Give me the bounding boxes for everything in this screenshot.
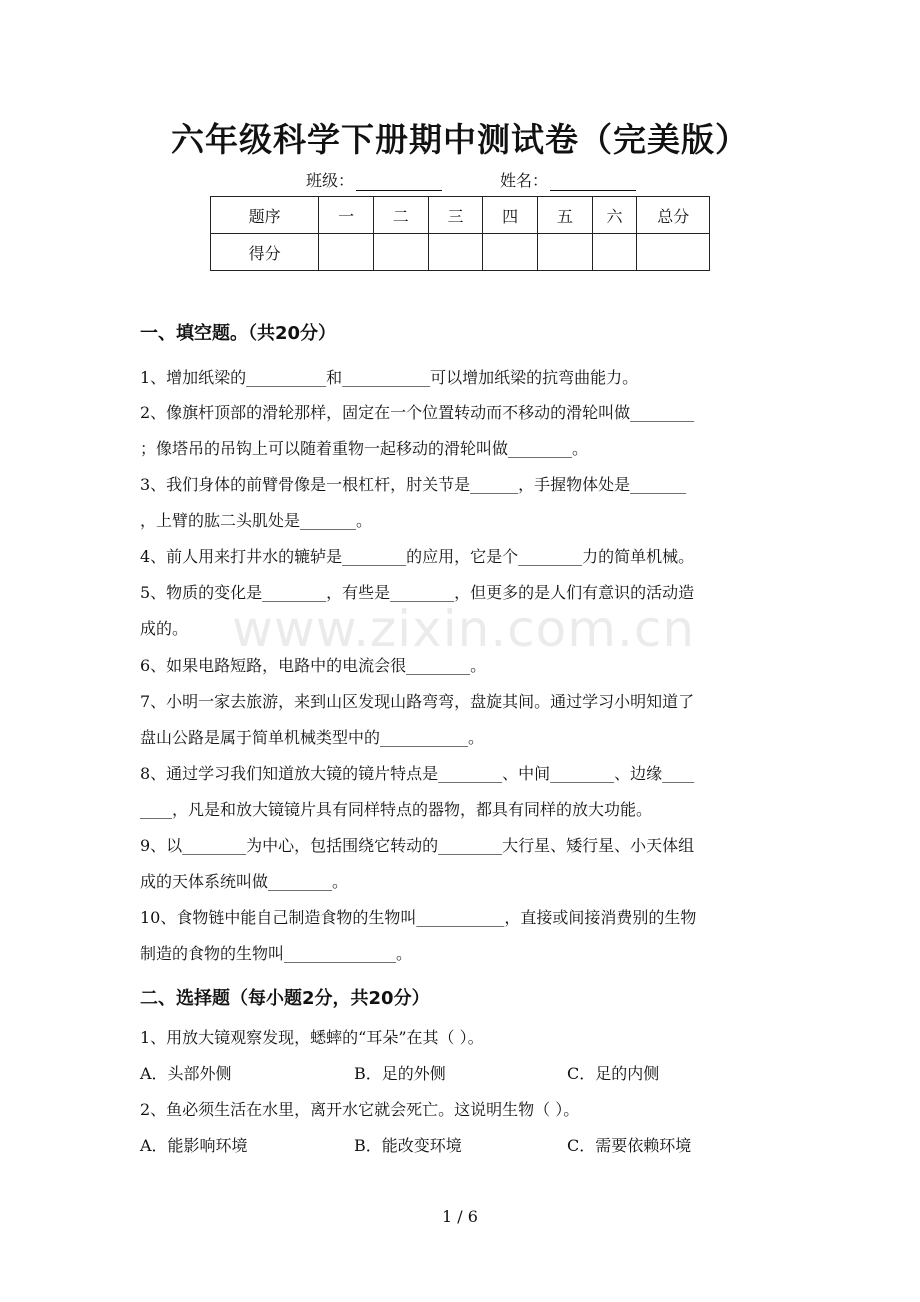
name-field: [500, 168, 636, 191]
question-line: 9、以________为中心，包括围绕它转动的________大行星、矮行星、小天体组: [140, 836, 695, 855]
option-b[interactable]: B．能改变环境: [354, 1136, 462, 1155]
question-line: ；像塔吊的吊钩上可以随着重物一起移动的滑轮叫做________。: [140, 439, 589, 458]
option-c[interactable]: C．需要依赖环境: [567, 1136, 692, 1155]
score-header-cell: 三: [428, 197, 483, 234]
question-line: 5、物质的变化是________，有些是________，但更多的是人们有意识的活动造: [140, 583, 695, 602]
question-line: 成的。: [140, 619, 189, 638]
question-line: 1、用放大镜观察发现，蟋蟀的“耳朵”在其（ ）。: [140, 1028, 484, 1047]
question-line: 1、增加纸梁的__________和___________可以增加纸梁的抗弯曲能力。: [140, 368, 639, 387]
name-blank: [550, 172, 636, 191]
score-cell[interactable]: [319, 234, 374, 271]
question-line: 10、食物链中能自己制造食物的生物叫___________，直接或间接消费别的生物: [140, 908, 697, 927]
score-header-cell: 一: [319, 197, 374, 234]
class-field: [306, 168, 442, 191]
score-table-score-row: [211, 234, 710, 271]
question-line: 8、通过学习我们知道放大镜的镜片特点是________、中间________、边缘____: [140, 764, 695, 783]
page-number: 1 / 6: [442, 1207, 478, 1226]
question-line: 2、像旗杆顶部的滑轮那样，固定在一个位置转动而不移动的滑轮叫做________: [140, 403, 695, 422]
class-blank: [356, 172, 442, 191]
option-c[interactable]: C．足的内侧: [567, 1064, 660, 1083]
question-line: 4、前人用来打井水的辘轳是________的应用，它是个________力的简单机械。: [140, 547, 695, 566]
question-line: 3、我们身体的前臂骨像是一根杠杆，肘关节是______，手握物体处是_______: [140, 475, 687, 494]
score-cell[interactable]: [373, 234, 428, 271]
question-line: 2、鱼必须生活在水里，离开水它就会死亡。这说明生物（ ）。: [140, 1100, 580, 1119]
option-a[interactable]: A．能影响环境: [140, 1136, 248, 1155]
score-header-cell: 五: [537, 197, 592, 234]
class-label: 班级：: [306, 171, 355, 190]
score-header-cell: 六: [592, 197, 637, 234]
question-line: 盘山公路是属于简单机械类型中的___________。: [140, 728, 485, 747]
score-header-cell: 题序: [211, 197, 319, 234]
option-a[interactable]: A．头部外侧: [140, 1064, 232, 1083]
score-cell[interactable]: [637, 234, 710, 271]
score-table-header-row: [211, 197, 710, 234]
score-cell[interactable]: [428, 234, 483, 271]
section-2-heading: 二、选择题（每小题2分，共20分）: [140, 988, 430, 1009]
score-header-cell: 四: [483, 197, 538, 234]
score-cell[interactable]: [483, 234, 538, 271]
question-line: ，上臂的肱二头肌处是_______。: [140, 511, 373, 530]
watermark: www.zixin.com.cn: [232, 600, 696, 658]
exam-title: 六年级科学下册期中测试卷（完美版）: [171, 120, 749, 159]
score-cell[interactable]: [537, 234, 592, 271]
option-b[interactable]: B．足的外侧: [354, 1064, 446, 1083]
question-line: 成的天体系统叫做________。: [140, 872, 349, 891]
score-row-label: 得分: [211, 234, 319, 271]
score-table: [210, 196, 710, 271]
question-line: 制造的食物的生物叫______________。: [140, 944, 413, 963]
score-cell[interactable]: [592, 234, 637, 271]
score-header-cell: 总分: [637, 197, 710, 234]
name-label: 姓名：: [500, 171, 549, 190]
question-line: ____，凡是和放大镜镜片具有同样特点的器物，都具有同样的放大功能。: [140, 800, 653, 819]
section-1-heading: 一、填空题。（共20分）: [140, 323, 337, 344]
question-line: 6、如果电路短路，电路中的电流会很________。: [140, 656, 487, 675]
score-header-cell: 二: [373, 197, 428, 234]
question-line: 7、小明一家去旅游，来到山区发现山路弯弯，盘旋其间。通过学习小明知道了: [140, 692, 695, 711]
